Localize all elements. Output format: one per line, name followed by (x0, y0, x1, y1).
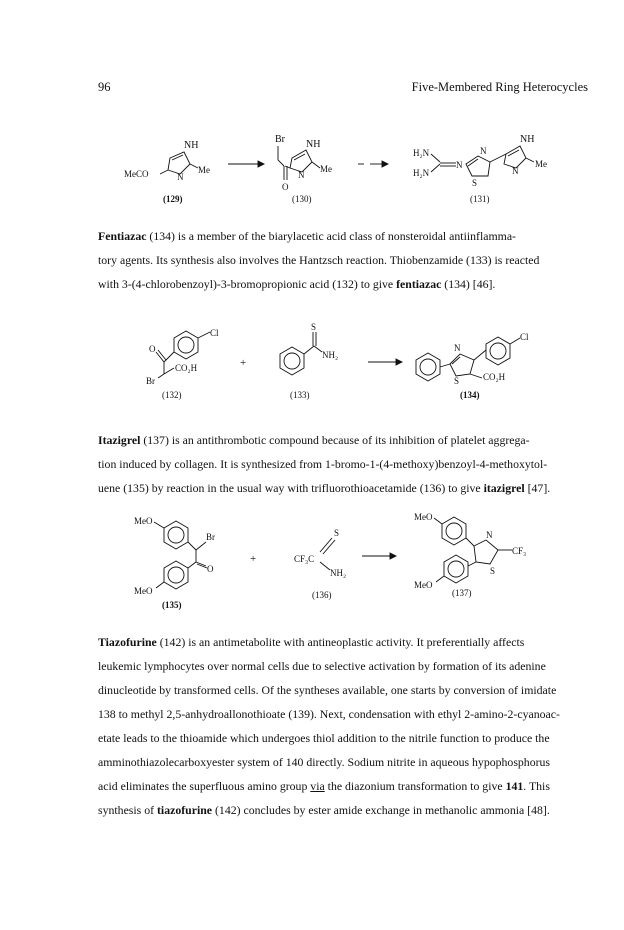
text: synthesis of (98, 803, 157, 817)
atom-nh2: NH₂ (330, 568, 347, 578)
atom-n: N (480, 146, 487, 156)
atom-h2n-bottom: H₂N (413, 168, 430, 178)
atom-n: N (456, 160, 463, 170)
atom-s: S (490, 566, 496, 576)
atom-o: O (207, 564, 214, 574)
compound-label-130: (130) (292, 194, 312, 204)
paragraph-tiazofurine (98, 630, 588, 822)
text: (142) is an antimetabolite with antineoplastic activity. It preferentially affects (156, 635, 525, 649)
compound-label-137: (137) (452, 588, 472, 598)
drug-name-fentiazac: fentiazac (396, 277, 442, 291)
atom-n: N (177, 172, 184, 182)
text: with 3-(4-chlorobenzoyl)-3-bromopropionic acid (132) to give (98, 277, 397, 291)
atom-meo: MeO (414, 512, 433, 522)
structure-137 (414, 512, 526, 598)
scheme-135-136-137 (0, 506, 624, 616)
text: (134) is a member of the biarylacetic acid class of nonsteroidal antiinflamma- (146, 229, 516, 243)
atom-meo: MeO (414, 580, 433, 590)
atom-me: Me (320, 164, 332, 174)
structure-130 (275, 134, 332, 204)
text: tion induced by collagen. It is synthesized from 1-bromo-1-(4-methoxy)benzoyl-4-methoxytol- (98, 457, 548, 471)
text: . This (523, 779, 550, 793)
text: (134) [46]. (441, 277, 496, 291)
reaction-arrow-1 (228, 161, 264, 167)
structure-136 (294, 528, 346, 600)
compound-label-131: (131) (470, 194, 490, 204)
reaction-arrow-3 (368, 359, 402, 365)
compound-label-132: (132) (162, 390, 182, 400)
atom-nh: NH (520, 134, 535, 145)
atom-h2n-top: H₂N (413, 148, 430, 158)
structure-129 (124, 140, 210, 204)
atom-nh: NH (306, 139, 321, 150)
structure-132 (146, 328, 219, 400)
atom-meo: MeO (134, 516, 153, 526)
atom-co2h: CO₂H (175, 363, 198, 373)
drug-name-tiazofurine: tiazofurine (157, 803, 213, 817)
drug-name-itazigrel: itazigrel (483, 481, 525, 495)
drug-name-fentiazac: Fentiazac (98, 229, 147, 243)
text: acid eliminates the superfluous amino group (98, 779, 311, 793)
atom-br: Br (206, 532, 215, 542)
paragraph-itazigrel (98, 428, 588, 500)
atom-cl: Cl (210, 328, 219, 338)
atom-n: N (454, 343, 461, 353)
atom-n: N (486, 530, 493, 540)
compound-label-136: (136) (312, 590, 332, 600)
atom-me: Me (198, 165, 210, 175)
text: (142) concludes by ester amide exchange in methanolic ammonia [48]. (212, 803, 550, 817)
text: 138 to methyl 2,5-anhydroallonothioate (139). Next, condensation with ethyl 2-amino-2-cyanoac- (98, 707, 560, 721)
atom-cf3: CF₃ (512, 546, 527, 556)
compound-label-129: (129) (163, 194, 183, 204)
compound-label-134: (134) (460, 390, 480, 400)
atom-nh: NH (184, 140, 199, 151)
atom-o: O (282, 182, 289, 192)
text: the diazonium transformation to give (324, 779, 506, 793)
atom-cl: Cl (520, 332, 529, 342)
scheme-132-133-134 (0, 312, 624, 422)
atom-s: S (311, 322, 317, 332)
atom-br: Br (146, 376, 155, 386)
atom-co2h: CO₂H (483, 372, 506, 382)
atom-n: N (298, 170, 305, 180)
atom-s: S (334, 528, 340, 538)
text: tory agents. Its synthesis also involves the Hantzsch reaction. Thiobenzamide (133) is reacted (98, 253, 540, 267)
atom-meo: MeO (134, 586, 153, 596)
atom-o: O (149, 344, 156, 354)
compound-label-135: (135) (162, 600, 182, 610)
scheme-129-130-131 (0, 118, 624, 218)
atom-meco: MeCO (124, 169, 149, 179)
drug-name-itazigrel: Itazigrel (98, 433, 141, 447)
text: (137) is an antithrombotic compound because of its inhibition of platelet aggrega- (140, 433, 530, 447)
reaction-arrow-2 (358, 161, 388, 167)
text: [47]. (524, 481, 551, 495)
atom-s: S (454, 376, 460, 386)
text: leukemic lymphocytes over normal cells due to selective activation by formation of its adenine (98, 659, 546, 673)
drug-name-tiazofurine: Tiazofurine (98, 635, 157, 649)
structure-135 (134, 516, 215, 610)
text: amminothiazolecarboxyester system of 140 directly. Sodium nitrite in aqueous hypophosphorus (98, 755, 551, 769)
atom-s: S (472, 178, 478, 188)
text: dinucleotide by transformed cells. Of the syntheses available, one starts by conversion of imidate (98, 683, 557, 697)
reaction-arrow-4 (362, 553, 396, 559)
italic-via: via (310, 779, 325, 793)
atom-br: Br (275, 134, 285, 145)
compound-ref-141: 141 (505, 779, 524, 793)
structure-133 (280, 322, 338, 400)
plus-sign: + (240, 357, 247, 369)
atom-n: N (512, 166, 519, 176)
page-number: 96 (98, 80, 111, 94)
compound-label-133: (133) (290, 390, 310, 400)
paragraph-fentiazac (98, 224, 588, 296)
plus-sign: + (250, 553, 257, 565)
atom-me: Me (535, 159, 547, 169)
atom-cf3c: CF₃C (294, 554, 315, 564)
running-title: Five-Membered Ring Heterocycles (411, 80, 588, 94)
text: etate leads to the thioamide which undergoes thiol addition to the nitrile function to produce the (98, 731, 550, 745)
structure-131 (413, 134, 547, 204)
atom-nh2: NH₂ (322, 350, 339, 360)
structure-134 (416, 332, 529, 400)
text: uene (135) by reaction in the usual way with trifluorothioacetamide (136) to give (98, 481, 484, 495)
